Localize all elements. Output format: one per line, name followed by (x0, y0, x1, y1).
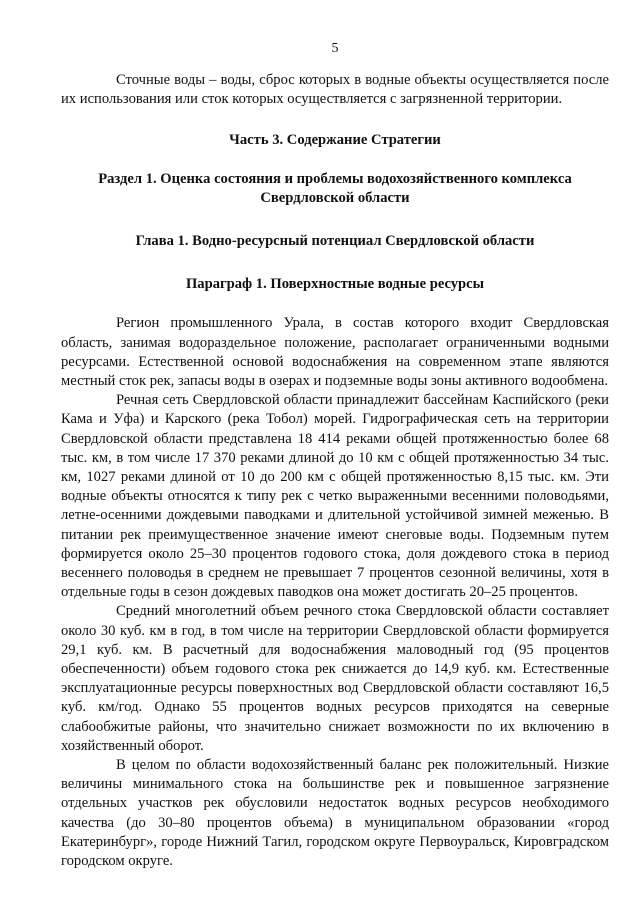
definition-paragraph: Сточные воды – воды, сброс которых в водные объекты осуществляется после их использования или сток которых осуществляется с загрязненной территории. (61, 72, 609, 108)
section-title-line-1: Раздел 1. Оценка состояния и проблемы водохозяйственного комплекса (98, 171, 572, 188)
page-number: 5 (331, 41, 339, 56)
body-paragraph: В целом по области водохозяйственный баланс рек положительный. Низкие величины минимального стока на большинстве рек и повышенное загрязнение отдельных участков рек обусловили недостаток водных ресурсов необходимого качества (до 30–80 процентов объема) в муниципальном образовании «город Екатеринбург», городе Нижний Тагил, городском округе Первоуральск, Кировградском городском округе. (61, 757, 609, 870)
body-paragraph: Регион промышленного Урала, в состав которого входит Свердловская область, занимая водораздельное положение, располагает ограниченными водными ресурсами. Естественной основой водоснабжения на современном этапе являются местный сток рек, запасы воды в озерах и подземные воды зоны активного водообмена. (61, 315, 609, 390)
body-paragraph: Средний многолетний объем речного стока Свердловской области составляет около 30 куб. км в год, в том числе на территории Свердловской области формируется 29,1 куб. км. В расчетный для водоснабжения маловодный год (95 процентов обеспеченности) объем годового стока рек снижается до 14,9 куб. км. Естественные эксплуатационные ресурсы поверхностных вод Свердловской области составляют 16,5 куб. км/год. Однако 55 процентов водных ресурсов приходятся на северные слабообжитые районы, что значительно снижает возможности по их включению в хозяйственный оборот. (61, 603, 609, 754)
paragraph-title: Параграф 1. Поверхностные водные ресурсы (185, 276, 485, 293)
body-paragraph: Речная сеть Свердловской области принадлежит бассейнам Каспийского (реки Кама и Уфа) и Карского (река Тобол) морей. Гидрографическая сеть на территории Свердловской области представлена 18 414 реками общей протяженностью более 68 тыс. км, в том числе 17 370 реками длиной до 10 км с общей протяженностью 34 тыс. км, 1027 реками длиной от 10 до 200 км с общей протяженностью 8,15 тыс. км. Эти водные объекты относятся к типу рек с четко выраженными весенними половодьями, летне-осенними дождевыми паводками и длительной устойчивой зимней меженью. В питании рек преимущественное значение имеют снеговые воды. Подземным путем формируется около 25–30 процентов годового стока, доля дождевого стока в период весеннего половодья в среднем не превышает 7 процентов сезонной величины, хотя в отдельные годы в сезон дождевых паводков она может достигать 20–25 процентов. (61, 392, 609, 601)
section-title-line-2: Свердловской области (260, 190, 410, 207)
part-title: Часть 3. Содержание Стратегии (229, 132, 441, 149)
chapter-title: Глава 1. Водно-ресурсный потенциал Свердловской области (135, 233, 535, 250)
